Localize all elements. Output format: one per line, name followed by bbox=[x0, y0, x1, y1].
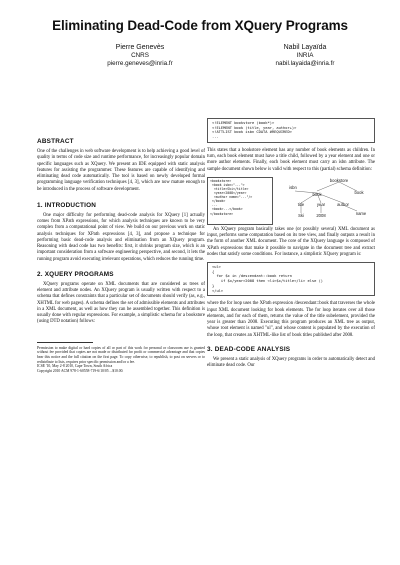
tree-node-label: 2008 bbox=[316, 212, 326, 218]
body-text: An XQuery program basically takes one (or possibly several) XML document as input, performs some computation based on its tree view, and finally outputs a result in the form of another XML document. The core of the XQuery language is composed of XPath expressions that make it possible to navigate in the document tree and extract nodes that satisfy some conditions. For instance, a simplistic XQuery program is: bbox=[207, 226, 375, 257]
author-block bbox=[80, 44, 200, 69]
document-tree-diagram bbox=[279, 177, 375, 223]
author-email: nabil.layaida@inria.fr bbox=[275, 60, 335, 68]
tree-node-label: author bbox=[337, 201, 349, 207]
author-affiliation: CNRS bbox=[131, 52, 149, 60]
section-text: XQuery programs operate on XML documents that are considered as trees of element and attribute nodes. An XQuery program is usually written with respect to a schema that defines constraints that a particular set of documents should verify (as, e.g., XHTML for web pages). A schema defines the set of admissible elements and attributes in a XML document, as well as how they can be assembled together. This definition is usually done with regular expressions. For example, a simplistic schema for a bookstore (using DTD notation) follows: bbox=[37, 281, 205, 325]
copyright-footnote: Permission to make digital or hard copies of all or part of this work for personal or classroom use is granted without fee provided that copies are not made or distributed for profit or commercial advantage and that copies bear this notice and the full citation on the first page. To copy otherwise, to republish, to post on servers or to redistribute to lists, requires prior specific permission and/or a fee. ICSE '10, May 2-8 2010, Cape Town, South Africa Copyright 2010 ACM 978-1-60558-719-6/10/05 ...$10.00. bbox=[37, 345, 205, 374]
section-text: One major difficulty for performing dead-code analysis for XQuery [1] actually comes from XPath expressions, for which analysis techniques are known to be very complex from a computational point of view. We build on our previous work on static analysis techniques for XPath expressions [4, 3], and propose a technique for performing basic dead-code analysis and elimination from an XQuery program. Reasoning with dead code has two benefits: first, it shrinks program size, which is an important consideration from a software engineering perspective, and second, it lets the running program avoid executing irrelevant operations, which reduces the running time. bbox=[37, 212, 205, 262]
author-affiliation: INRIA bbox=[296, 52, 314, 60]
xml-sample-box: <bookstore> <book isbn="..."> <title>Ski</title> <year>2008</year> <author name="..."/> </book> ... <book>...</book> </bookstore> bbox=[207, 177, 273, 225]
section-text: We present a static analysis of XQuery programs in order to automatically detect and eliminate dead code. Our bbox=[207, 356, 375, 369]
dtd-code-box: <!ELEMENT bookstore (book*)> <!ELEMENT book (title, year, author+)> <!ATTLIST book isbn CDATA #REQUIRED> ... bbox=[207, 118, 375, 143]
right-column bbox=[207, 118, 375, 373]
tree-node-label: isbn bbox=[289, 184, 297, 190]
tree-node-label: year bbox=[316, 201, 326, 207]
xquery-code-box: <ul> { for $x in /descendant::book return if $x/year>2008 then <li>$x/title</li> else () } </ul> bbox=[207, 262, 375, 296]
section-heading: 3. DEAD-CODE ANALYSIS bbox=[207, 345, 291, 353]
author-email: pierre.geneves@inria.fr bbox=[107, 60, 173, 68]
tree-node-label: name bbox=[355, 210, 367, 216]
tree-node-label: Ski bbox=[298, 212, 304, 218]
author-block bbox=[245, 44, 365, 69]
author-name: Pierre Genevès bbox=[115, 44, 165, 51]
tree-node-label: book bbox=[354, 189, 364, 195]
tree-node-label: title bbox=[297, 201, 305, 207]
abstract-heading: ABSTRACT bbox=[37, 138, 74, 145]
left-column bbox=[37, 138, 205, 374]
abstract-text: One of the challenges in web software development is to help achieving a good level of quality in terms of code size and runtime performance, for increasingly popular domain specific languages such as XQuery. We present an IDE equipped with static analysis features for assisting the programmer. These features are capable of identifying and eliminating dead code automatically. The tool is based on newly developed formal programming language verification techniques [4, 3], which are now mature enough to be introduced in the process of software development. bbox=[37, 149, 205, 192]
author-name: Nabil Layaïda bbox=[283, 44, 327, 51]
body-text: where the for loop uses the XPath expression /descendant::book that traverses the whole input XML document looking for book elements. The for loop iterates over all those elements, and for each of them, returns the value of the title subelement, provided the year is greater than 2008. Executing this program produces an XML tree as output, whose root element is named "ul", and whose content is populated by the execution of the loop, that creates an XHTML-like list of book titles published after 2008. bbox=[207, 301, 375, 338]
body-text: This states that a bookstore element has any number of book elements as children. In turn, each book element must have a title child, followed by a year element and one or more author elements. Finally, each book element must carry an isbn attribute. The sample document shown below is valid with respect to this (partial) schema definition: bbox=[207, 147, 375, 172]
paper-title: Eliminating Dead-Code from XQuery Programs bbox=[52, 18, 348, 33]
section-heading: 1. INTRODUCTION bbox=[37, 201, 97, 209]
section-heading: 2. XQUERY PROGRAMS bbox=[37, 270, 114, 278]
figure-xml-tree bbox=[207, 177, 375, 223]
tree-node-label: bookstore bbox=[329, 177, 349, 183]
tree-node-label: book bbox=[312, 191, 322, 197]
footnote-rule bbox=[37, 342, 93, 343]
